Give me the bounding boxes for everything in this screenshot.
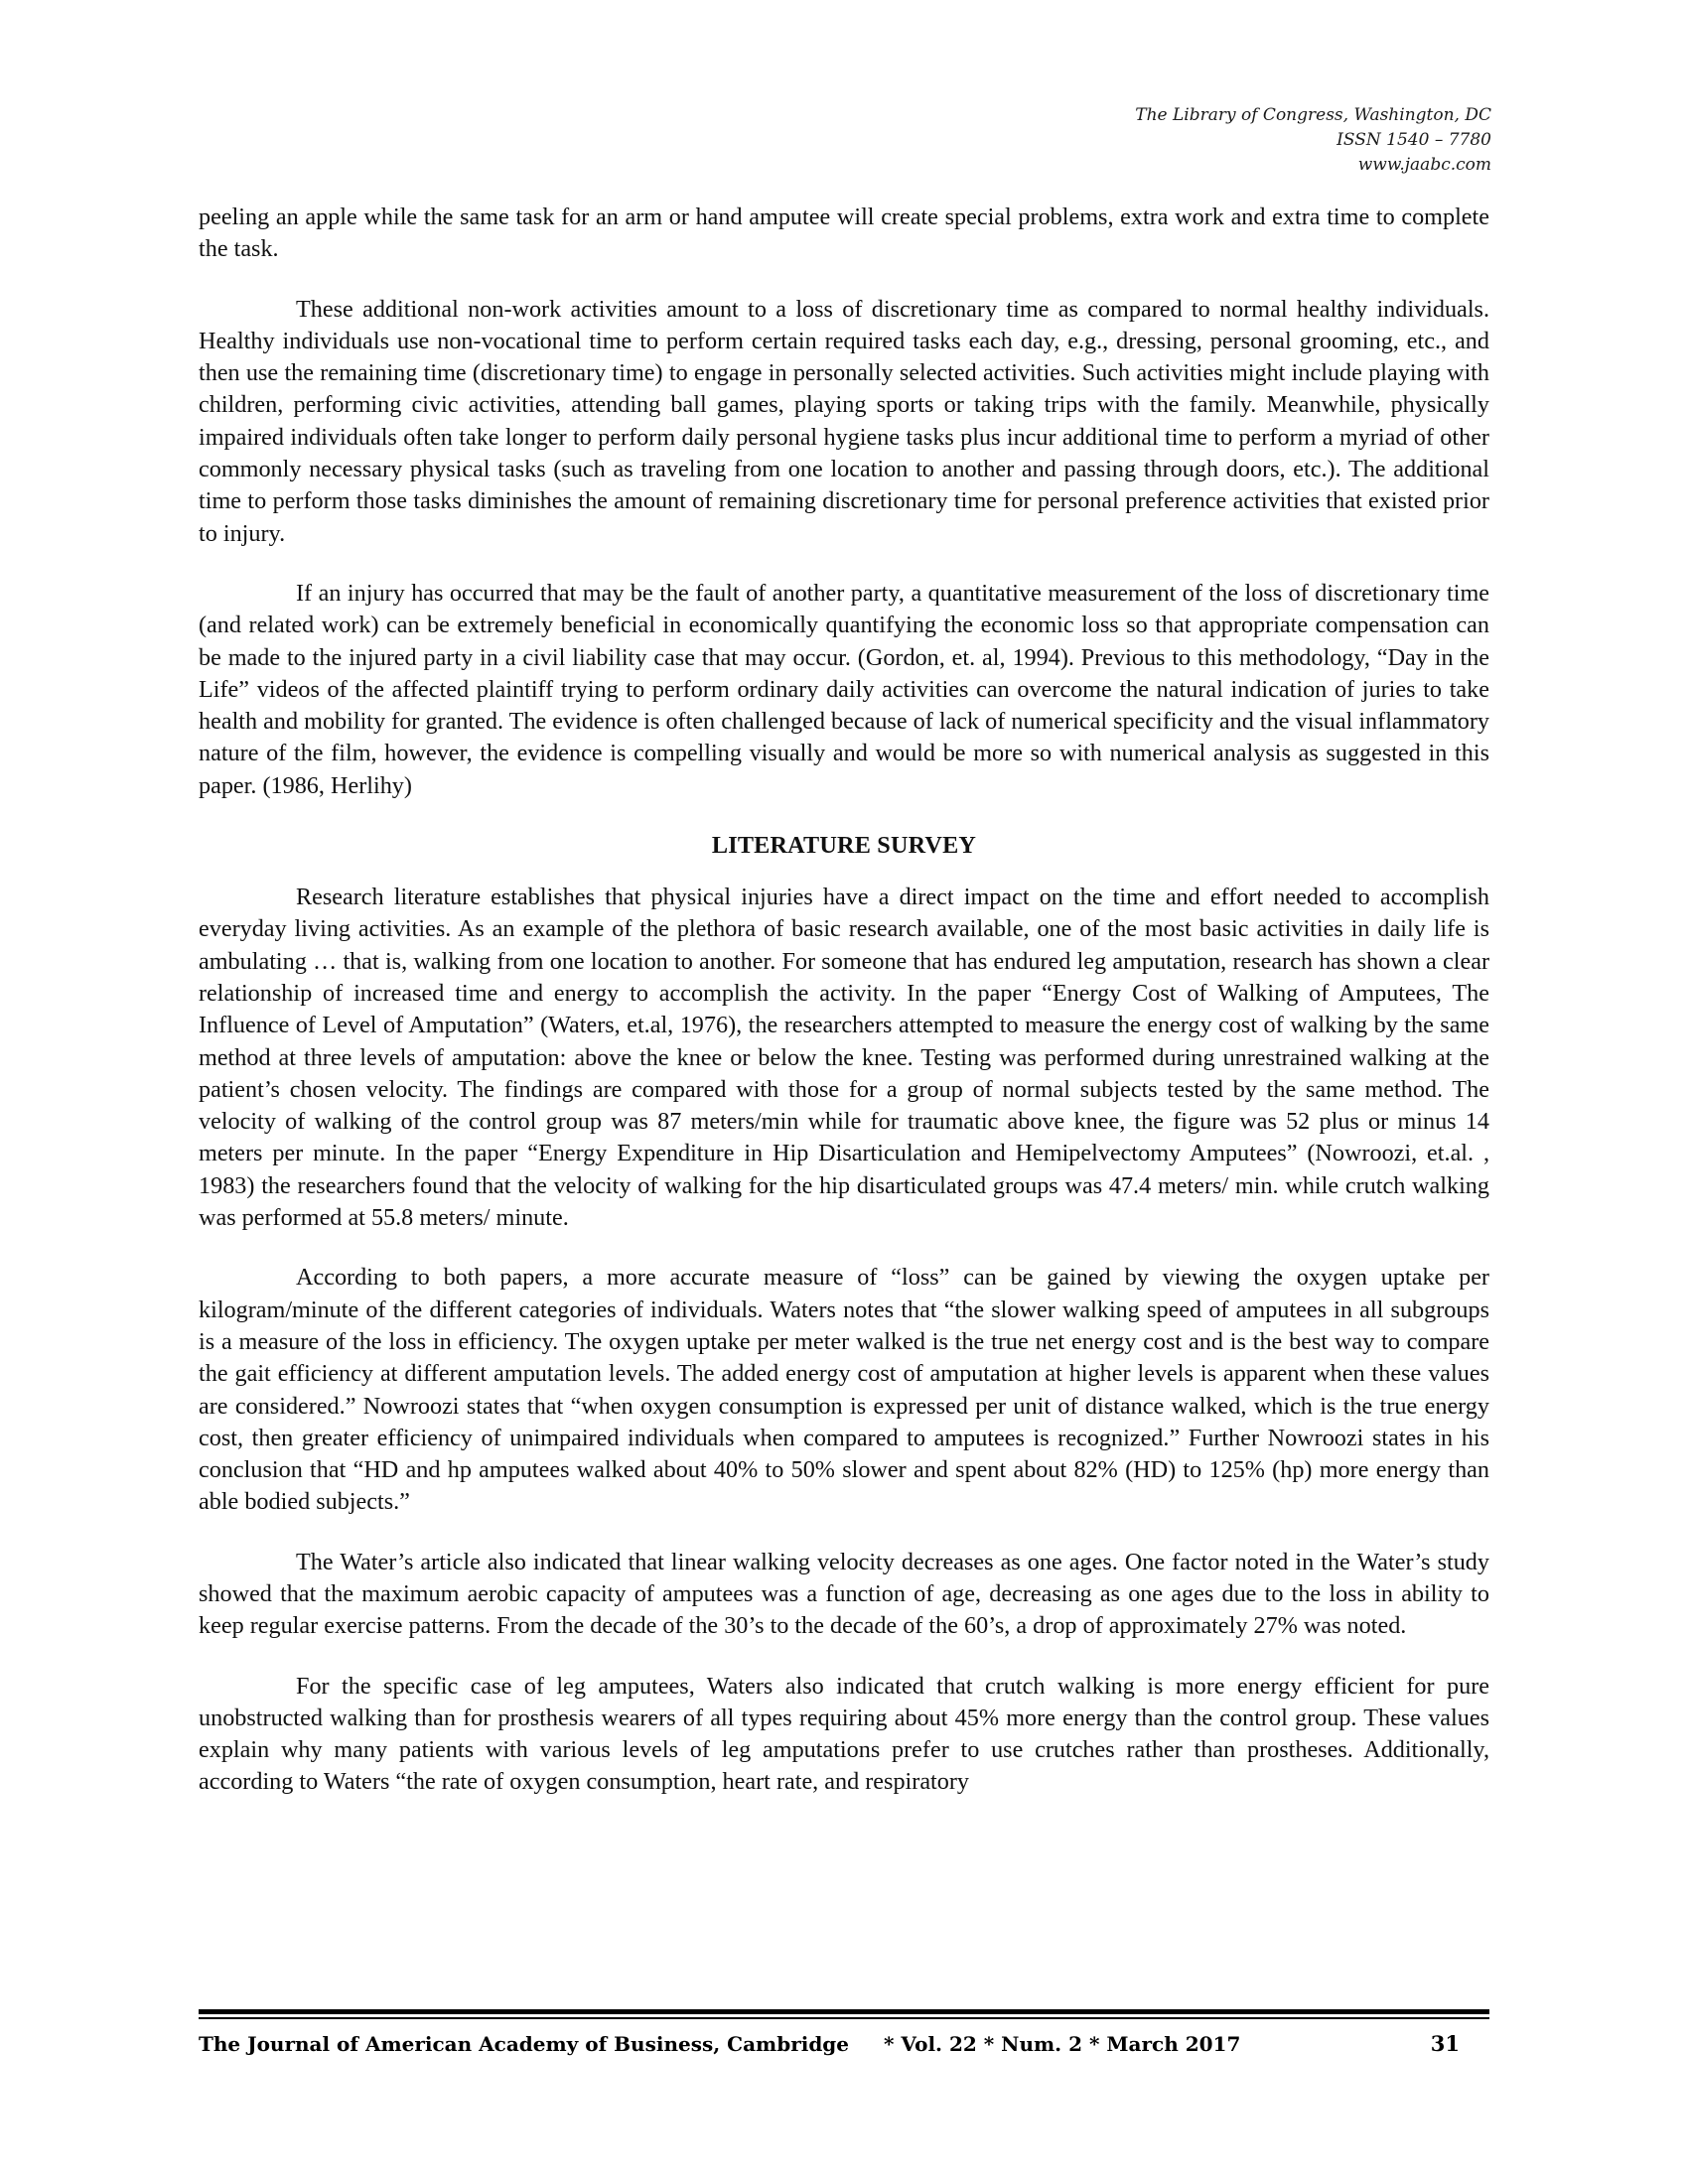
paragraph-research-literature: Research literature establishes that physical injuries have a direct impact on the time and effort needed to accomplish everyday living activities. As an example of the plethora of basic research available, one of the most basic activities in daily life is ambulating … that is, walking from one location to another. For someone that has endured leg amputation, research has shown a clear relationship of increased time and energy to accomplish the activity. In the paper “Energy Cost of Walking of Amputees, The Influence of Level of Amputation” (Waters, et.al, 1976), the researchers attempted to measure the energy cost of walking by the same method at three levels of amputation: above the knee or below the knee. Testing was performed during unrestrained walking at the patient’s chosen velocity. The findings are compared with those for a group of normal subjects tested by the same method. The velocity of walking of the control group was 87 meters/min while for traumatic above knee, the figure was 52 plus or minus 14 meters per minute. In the paper “Energy Expenditure in Hip Disarticulation and Hemipelvectomy Amputees” (Nowroozi, et.al. , 1983) the researchers found that the velocity of walking for the hip disarticulated groups was 47.4 meters/ min. while crutch walking was performed at 55.8 meters/ minute. <box>199 884 1489 1232</box>
footer-journal-name: The Journal of American Academy of Business, Cambridge <box>199 2032 850 2056</box>
header-publisher: The Library of Congress, Washington, DC <box>1135 105 1491 125</box>
article-body <box>199 202 1489 1827</box>
footer-rule-thin <box>199 2017 1489 2019</box>
paragraph-continued: peeling an apple while the same task for an arm or hand amputee will create special problems, extra work and extra time to complete the task. <box>199 204 1489 263</box>
header-website: www.jaabc.com <box>1357 155 1491 175</box>
paragraph-oxygen-uptake: According to both papers, a more accurate measure of “loss” can be gained by viewing the oxygen uptake per kilogram/minute of the different categories of individuals. Waters notes that “the slower walking speed of amputees in all subgroups is a measure of the loss in efficiency. The oxygen uptake per meter walked is the true net energy cost and is the best way to compare the gait efficiency at different amputation levels. The added energy cost of amputation at higher levels is apparent when these values are considered.” Nowroozi states that “when oxygen consumption is expressed per unit of distance walked, which is the true energy cost, then greater efficiency of unimpaired individuals when compared to amputees is recognized.” Further Nowroozi states in his conclusion that “HD and hp amputees walked about 40% to 50% slower and spent about 82% (HD) to 125% (hp) more energy than able bodied subjects.” <box>199 1264 1489 1516</box>
paragraph-age-velocity: The Water’s article also indicated that linear walking velocity decreases as one ages. One factor noted in the Water’s study showed that the maximum aerobic capacity of amputees was a function of age, decreasing as one ages due to the loss in ability to keep regular exercise patterns. From the decade of the 30’s to the decade of the 60’s, a drop of approximately 27% was noted. <box>199 1548 1489 1640</box>
header-issn: ISSN 1540 – 7780 <box>1336 130 1491 150</box>
paragraph-injury-measurement: If an injury has occurred that may be the fault of another party, a quantitative measurement of the loss of discretionary time (and related work) can be extremely beneficial in economically quantifying the economic loss so that appropriate compensation can be made to the injured party in a civil liability case that may occur. (Gordon, et. al, 1994). Previous to this methodology, “Day in the Life” videos of the affected plaintiff trying to perform ordinary daily activities can overcome the natural indication of juries to take health and mobility for granted. The evidence is often challenged because of lack of numerical specificity and the visual inflammatory nature of the film, however, the evidence is compelling visually and would be more so with numerical analysis as suggested in this paper. (1986, Herlihy) <box>199 579 1489 799</box>
footer-rule-thick <box>199 2009 1489 2014</box>
running-header <box>1135 103 1491 178</box>
section-heading: LITERATURE SURVEY <box>711 832 977 860</box>
footer-issue-info: * Vol. 22 * Num. 2 * March 2017 <box>884 2032 1241 2056</box>
paragraph-crutch-walking: For the specific case of leg amputees, Waters also indicated that crutch walking is more energy efficient for pure unobstructed walking than for prosthesis wearers of all types requiring about 45% more energy than the control group. These values explain why many patients with various levels of leg amputations prefer to use crutches rather than prostheses. Additionally, according to Waters “the rate of oxygen consumption, heart rate, and respiratory <box>199 1672 1489 1796</box>
page-number: 31 <box>1430 2031 1460 2056</box>
paragraph-discretionary-time: These additional non-work activities amount to a loss of discretionary time as compared to normal healthy individuals. Healthy individuals use non-vocational time to perform certain required tasks each day, e.g., dressing, personal grooming, etc., and then use the remaining time (discretionary time) to engage in personally selected activities. Such activities might include playing with children, performing civic activities, attending ball games, playing sports or taking trips with the family. Meanwhile, physically impaired individuals often take longer to perform daily personal hygiene tasks plus incur additional time to perform a myriad of other commonly necessary physical tasks (such as traveling from one location to another and passing through doors, etc.). The additional time to perform those tasks diminishes the amount of remaining discretionary time for personal preference activities that existed prior to injury. <box>199 295 1489 547</box>
running-footer <box>199 2028 1489 2060</box>
